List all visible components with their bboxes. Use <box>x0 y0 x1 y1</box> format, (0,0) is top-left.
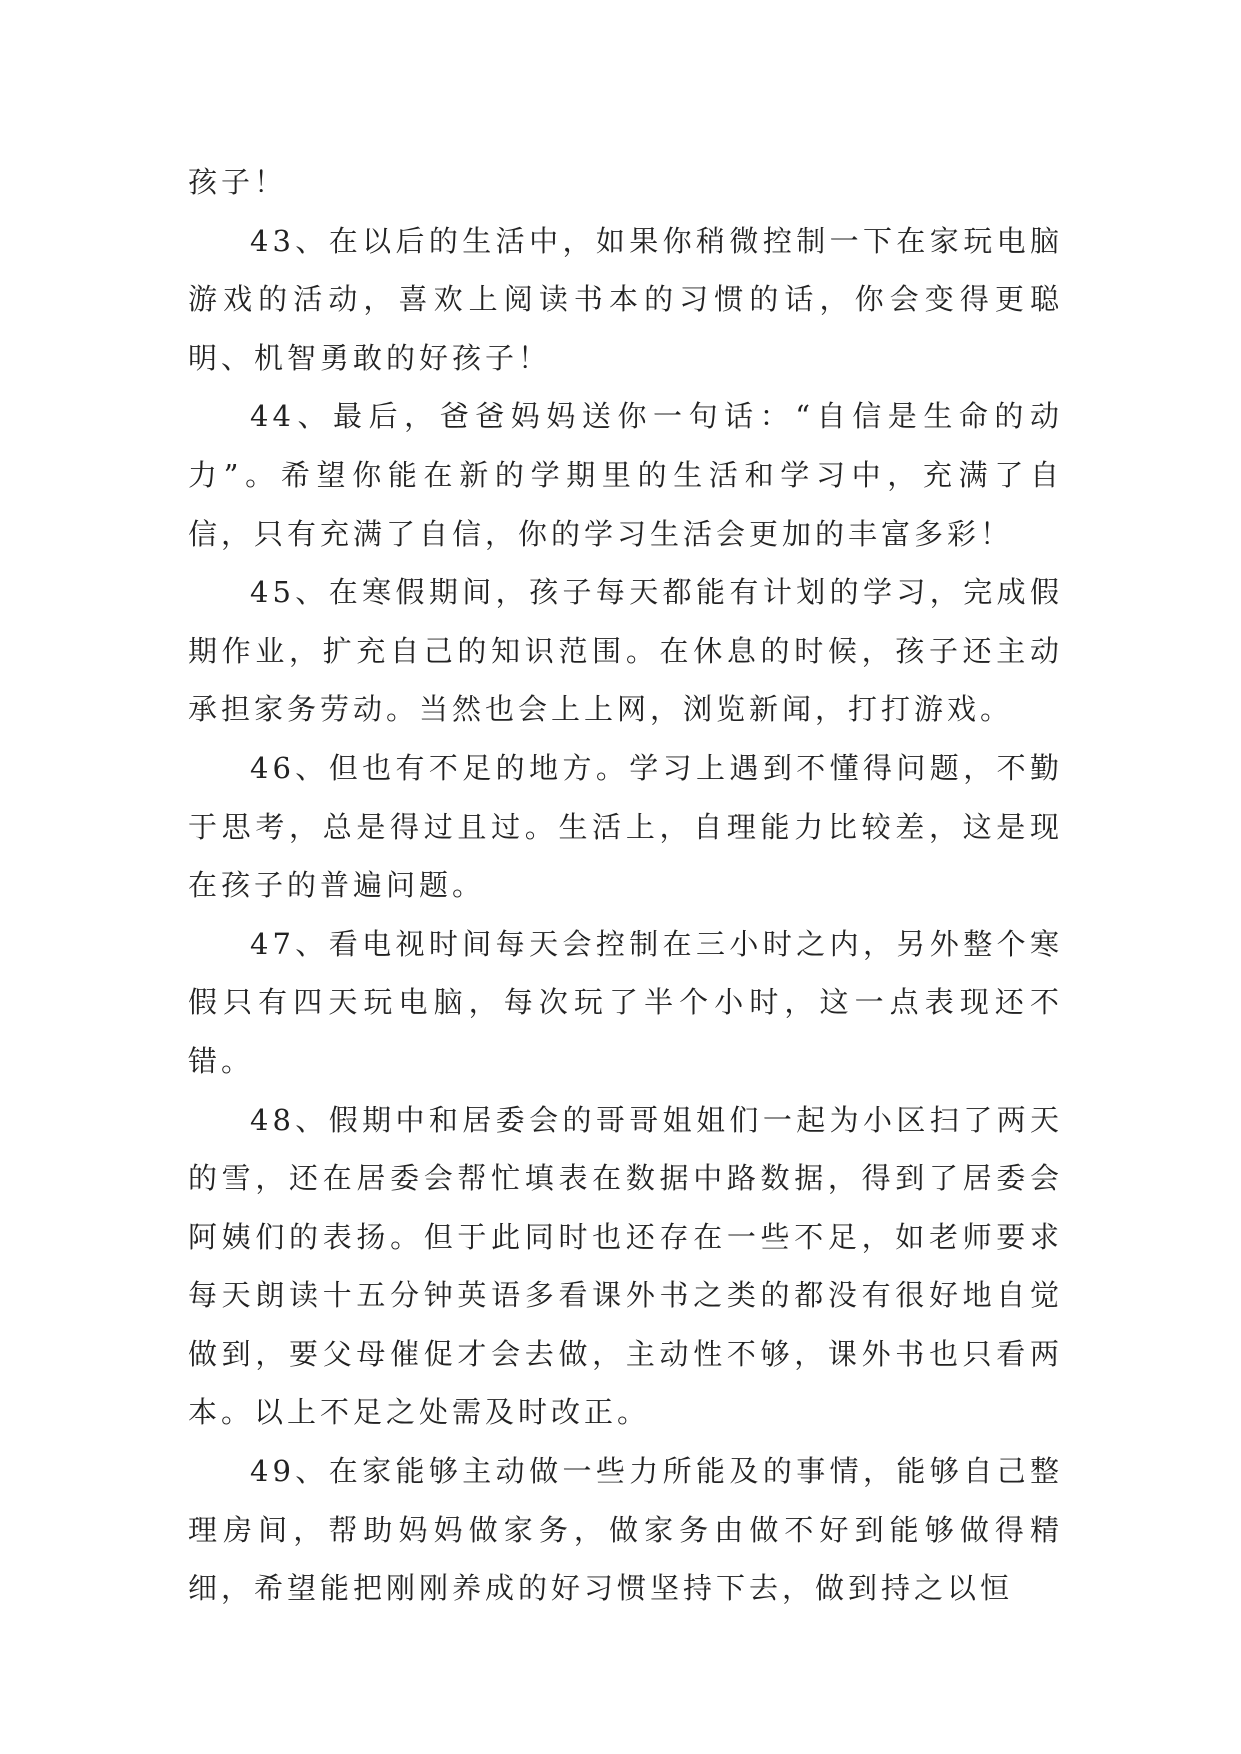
document-body <box>188 153 1063 1618</box>
paragraph-48: 48、假期中和居委会的哥哥姐姐们一起为小区扫了两天的雪，还在居委会帮忙填表在数据中路数据，得到了居委会阿姨们的表扬。但于此同时也还存在一些不足，如老师要求每天朗读十五分钟英语多看课外书之类的都没有很好地自觉做到，要父母催促才会去做，主动性不够，课外书也只看两本。以上不足之处需及时改正。 <box>188 1102 1063 1430</box>
paragraph-43: 43、在以后的生活中，如果你稍微控制一下在家玩电脑游戏的活动，喜欢上阅读书本的习惯的话，你会变得更聪明、机智勇敢的好孩子！ <box>188 223 1063 375</box>
paragraph-continuation: 孩子！ <box>188 165 288 199</box>
paragraph-44: 44、最后，爸爸妈妈送你一句话：“自信是生命的动力”。希望你能在新的学期里的生活和学习中，充满了自信，只有充满了自信，你的学习生活会更加的丰富多彩！ <box>188 399 1063 551</box>
paragraph-49: 49、在家能够主动做一些力所能及的事情，能够自己整理房间，帮助妈妈做家务，做家务由做不好到能够做得精细，希望能把刚刚养成的好习惯坚持下去，做到持之以恒 <box>188 1454 1063 1606</box>
paragraph-47: 47、看电视时间每天会控制在三小时之内，另外整个寒假只有四天玩电脑，每次玩了半个小时，这一点表现还不错。 <box>188 926 1063 1078</box>
paragraph-46: 46、但也有不足的地方。学习上遇到不懂得问题，不勤于思考，总是得过且过。生活上，自理能力比较差，这是现在孩子的普遍问题。 <box>188 750 1063 903</box>
paragraph-45: 45、在寒假期间，孩子每天都能有计划的学习，完成假期作业，扩充自己的知识范围。在休息的时候，孩子还主动承担家务劳动。当然也会上上网，浏览新闻，打打游戏。 <box>188 575 1063 727</box>
